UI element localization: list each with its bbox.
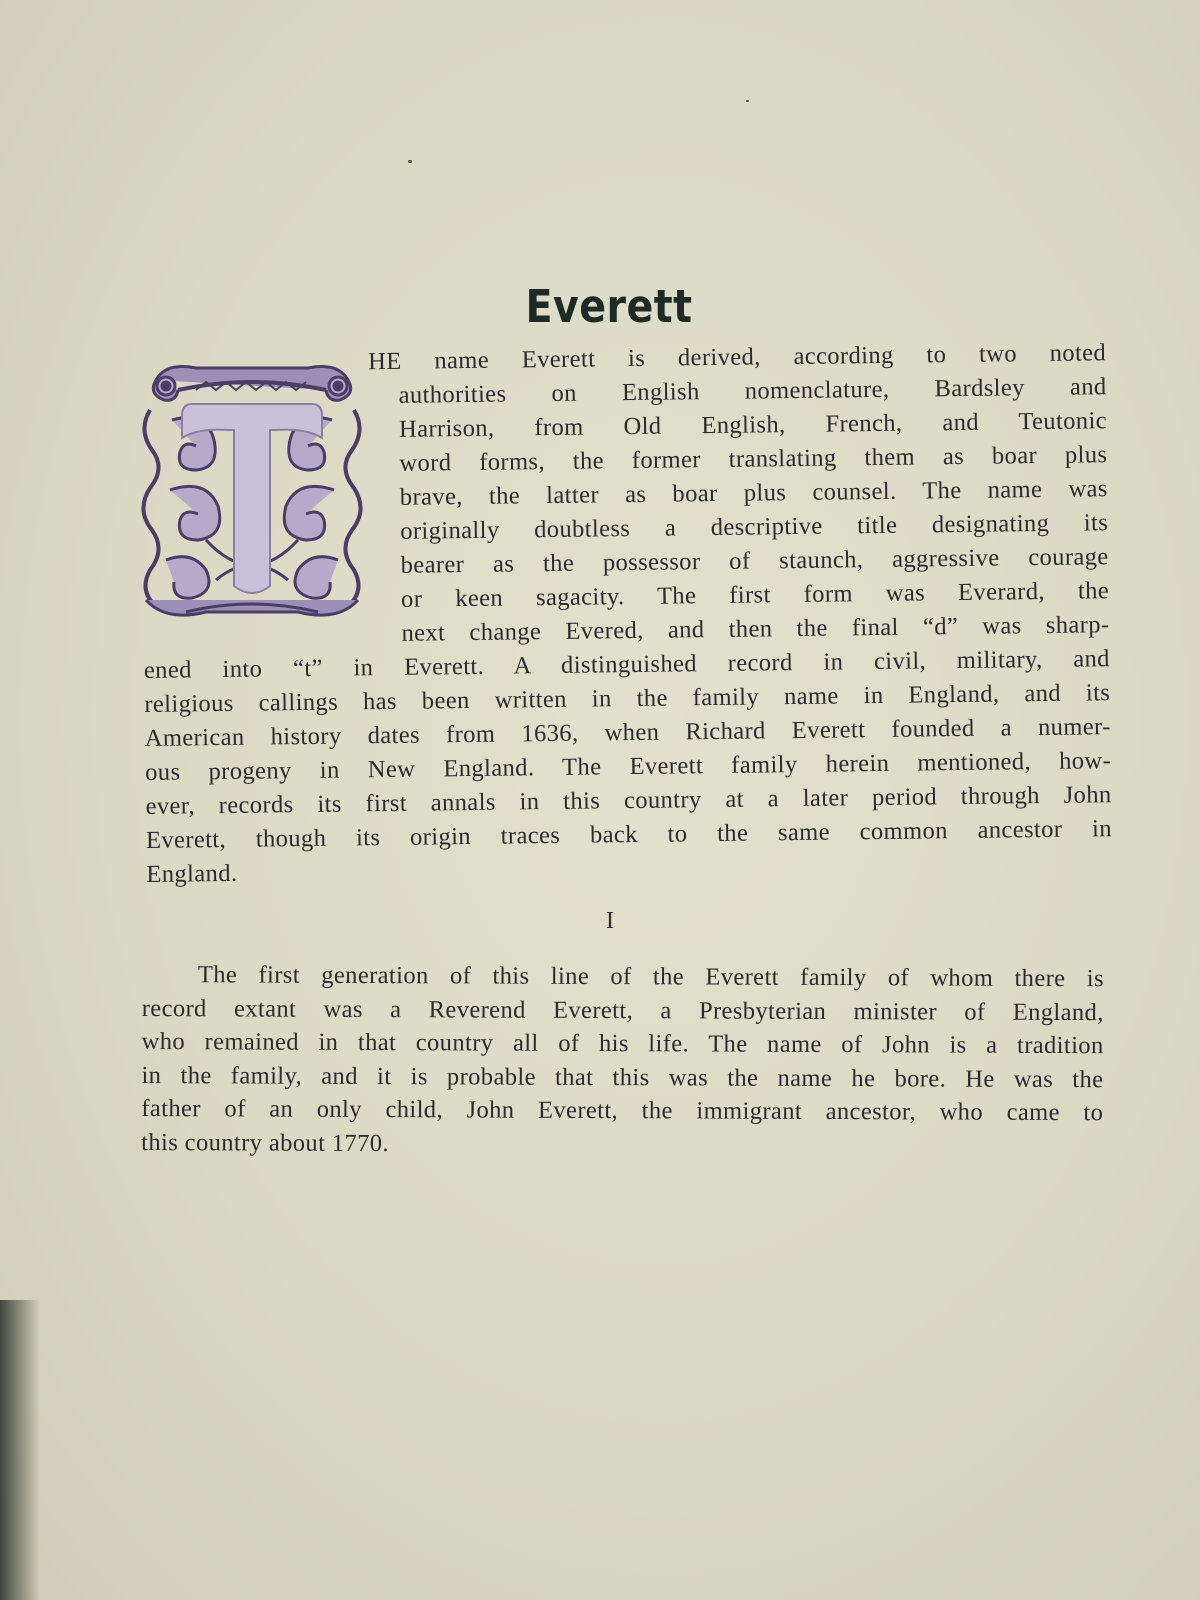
- text-line: authorities on English nomenclature, Bardsley and: [398, 373, 1107, 409]
- text-line: this country about 1770.: [141, 1128, 390, 1157]
- page-edge-shadow: [0, 1300, 40, 1600]
- text-line: England.: [146, 859, 238, 888]
- text-line: or keen sagacity. The first form was Everard, the: [400, 577, 1110, 613]
- text-line: ened into “t” in Everett. A distinguished record in civil, military, and: [143, 645, 1111, 684]
- text-line: Everett, though its origin traces back to the same common ancestor in: [145, 815, 1113, 854]
- text-line: word forms, the former translating them as boar plus: [399, 441, 1108, 477]
- paper-speck: [746, 100, 749, 102]
- text-line: ous progeny in New England. The Everett family herein mentioned, how-: [145, 747, 1112, 786]
- text-line: who remained in that country all of his life. The name of John is a tradition: [141, 1027, 1104, 1060]
- text-line: originally doubtless a descriptive title designating its: [400, 509, 1109, 545]
- paragraph-introduction: [140, 336, 1113, 892]
- text-line: religious callings has been written in the family name in England, and its: [144, 679, 1111, 718]
- text-line: Harrison, from Old English, French, and Teutonic: [398, 407, 1108, 443]
- text-line: ever, records its first annals in this country at a later period through John: [145, 781, 1112, 820]
- text-line: HE name Everett is derived, according to two noted: [368, 339, 1107, 376]
- text-line: American history dates from 1636, when Richard Everett founded a numer-: [144, 713, 1111, 752]
- paragraph-first-generation: [141, 958, 1104, 1163]
- text-line: next change Evered, and then the final “d” was sharp-: [401, 611, 1110, 647]
- section-numeral: I: [606, 908, 614, 934]
- paper-speck: [408, 160, 412, 163]
- text-line: brave, the latter as boar plus counsel. The name was: [399, 475, 1108, 511]
- text-line: bearer as the possessor of staunch, aggressive courage: [400, 543, 1109, 579]
- text-line: record extant was a Reverend Everett, a Presbyterian minister of England,: [141, 994, 1104, 1026]
- page-title: Everett: [525, 280, 693, 333]
- text-line: The first generation of this line of the Everett family of whom there is: [197, 961, 1104, 993]
- text-line: father of an only child, John Everett, the immigrant ancestor, who came to: [141, 1094, 1104, 1127]
- text-line: in the family, and it is probable that this was the name he bore. He was the: [141, 1061, 1104, 1093]
